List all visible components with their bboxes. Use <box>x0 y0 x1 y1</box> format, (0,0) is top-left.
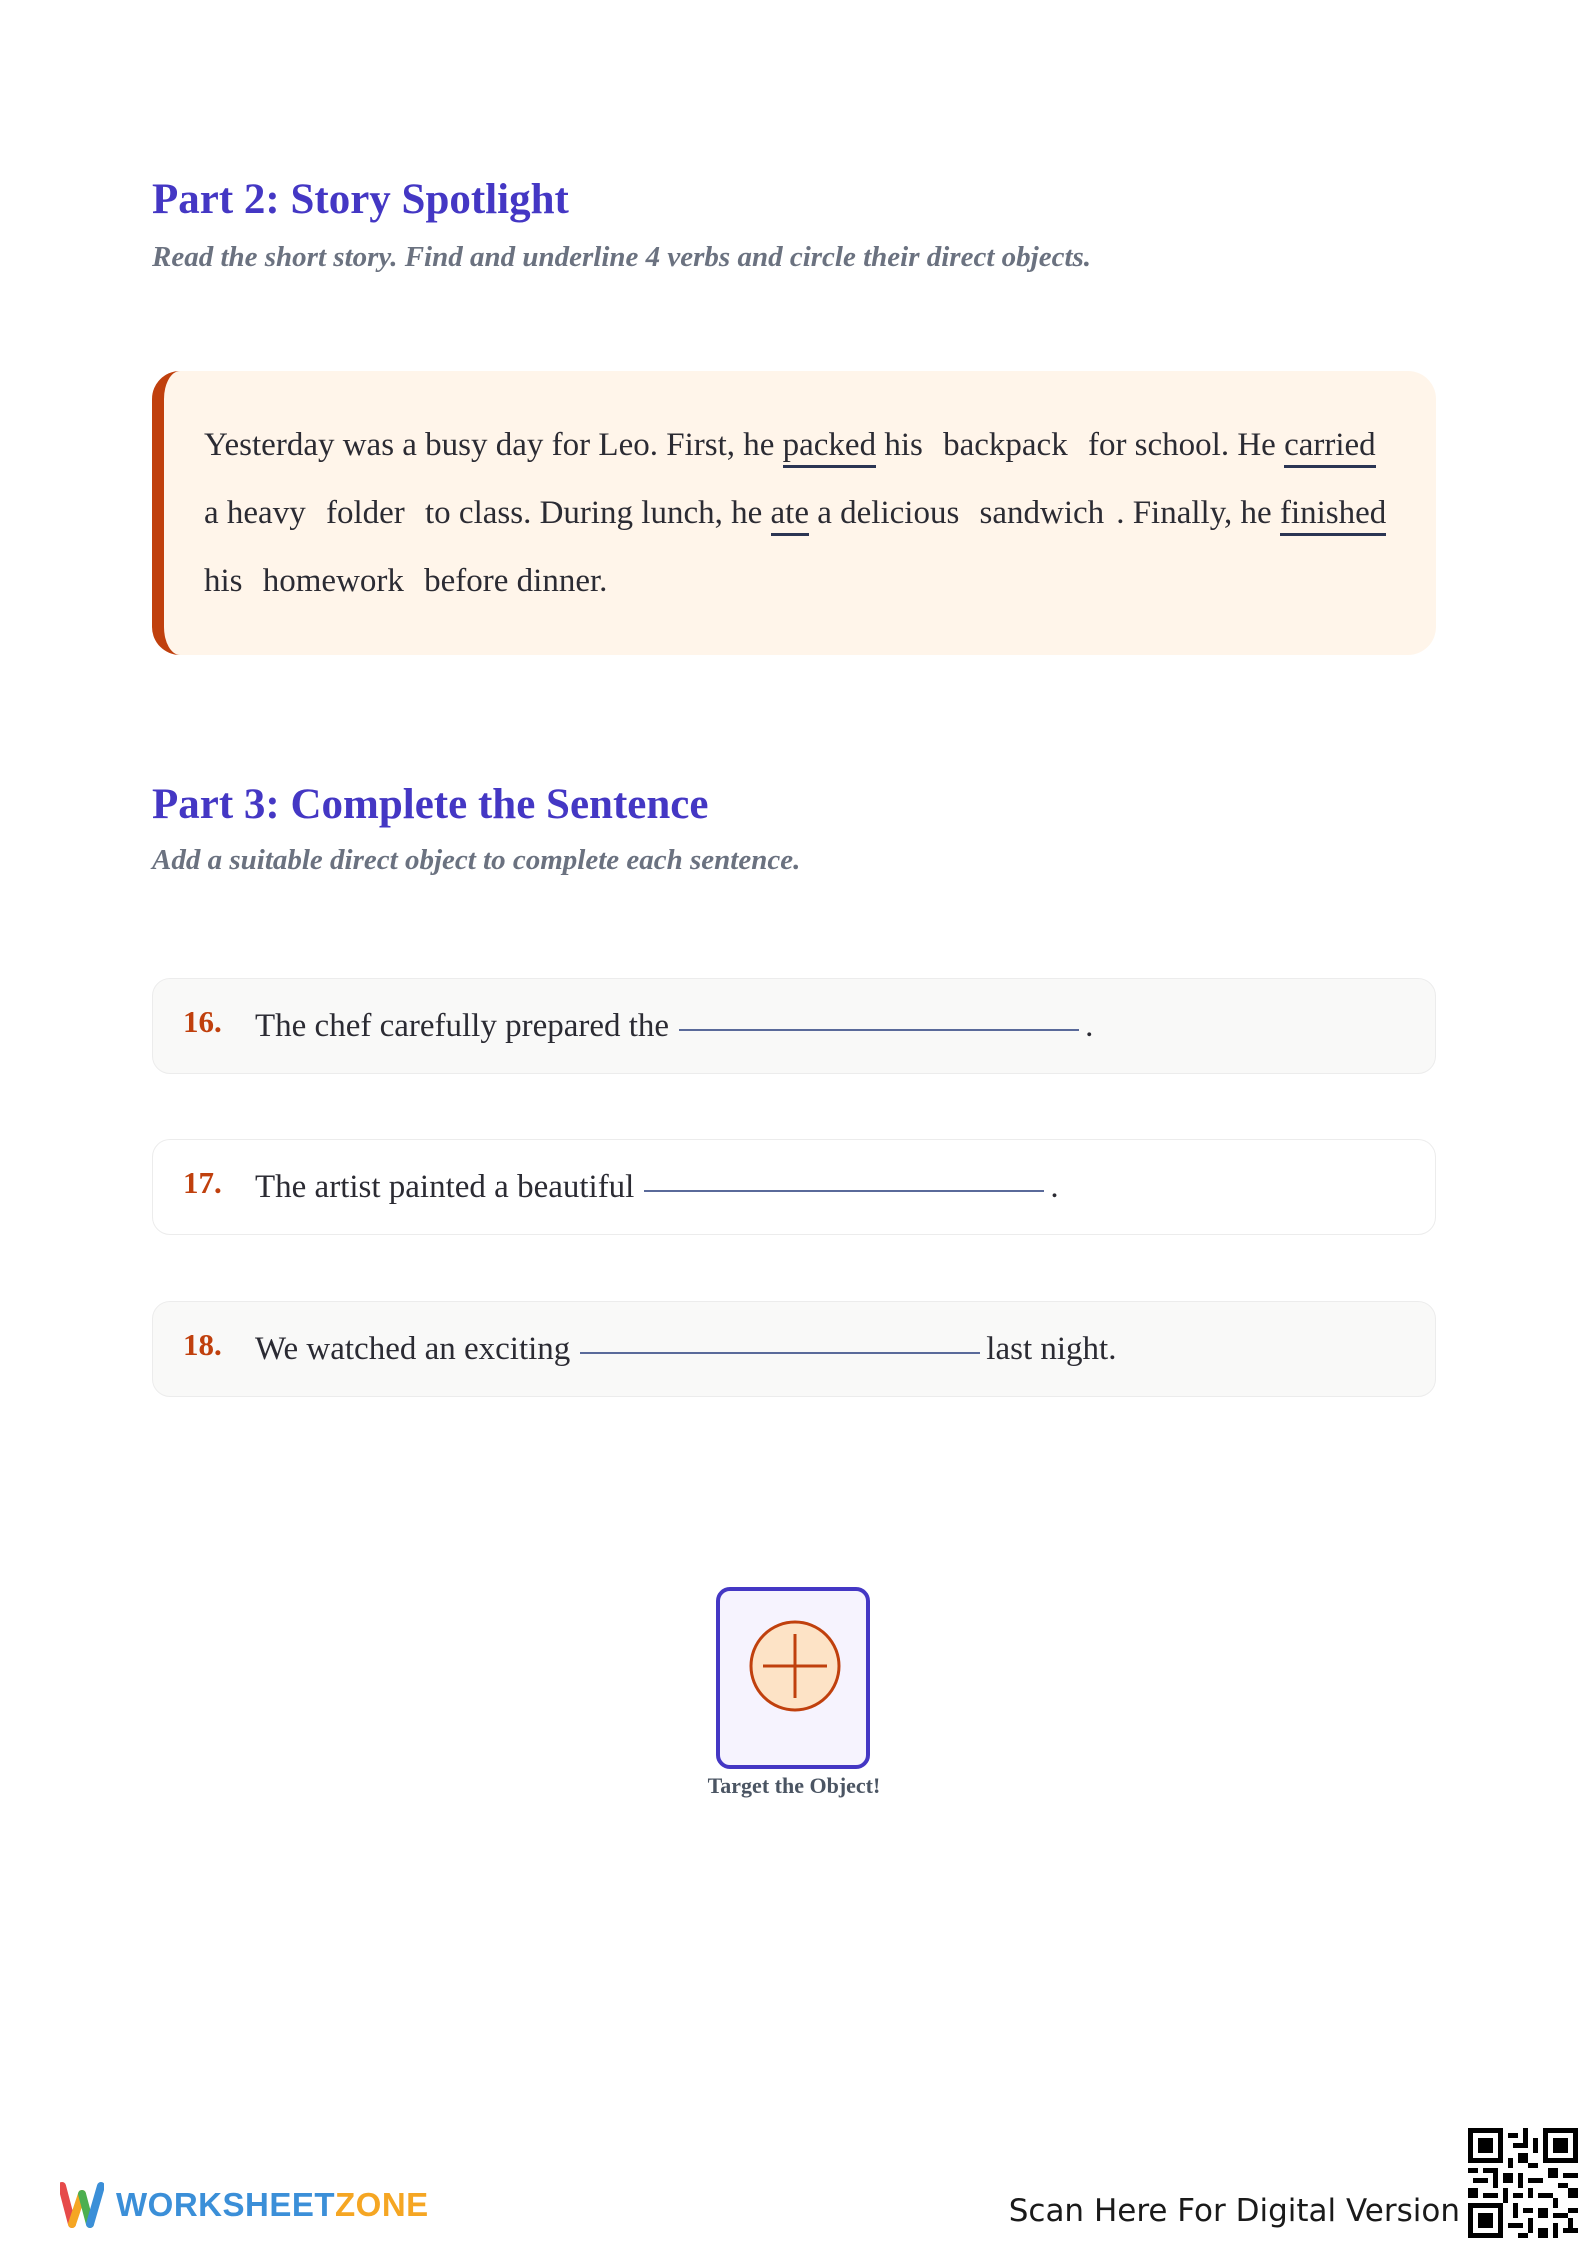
question-row-17 <box>152 1139 1436 1235</box>
part2-title: Part 2: Story Spotlight <box>152 176 569 223</box>
story-segment: his <box>876 427 932 463</box>
story-segment: a delicious <box>809 495 968 531</box>
sentence-after: . <box>1085 1007 1094 1044</box>
question-text <box>255 1008 1093 1045</box>
sentence-after: last night. <box>986 1330 1117 1367</box>
answer-blank[interactable] <box>644 1190 1044 1192</box>
qr-code-icon[interactable] <box>1468 2128 1578 2238</box>
story-segment: Yesterday was a busy day for Leo. First, he <box>204 427 783 463</box>
verb-underlined: packed <box>783 427 876 468</box>
brand-part1: WORKSHEET <box>116 2186 335 2223</box>
story-segment: to class. During lunch, he <box>416 495 771 531</box>
question-row-18 <box>152 1301 1436 1397</box>
question-text <box>255 1331 1116 1368</box>
question-number: 17. <box>183 1165 222 1200</box>
footer-logo <box>60 2180 429 2230</box>
question-number: 18. <box>183 1327 222 1362</box>
direct-object: sandwich <box>979 495 1105 531</box>
answer-blank[interactable] <box>580 1352 980 1354</box>
sentence-before: The chef carefully prepared the <box>255 1007 670 1044</box>
story-segment: for school. He <box>1079 427 1285 463</box>
story-segment: a heavy <box>204 495 314 531</box>
direct-object: backpack <box>943 427 1068 463</box>
brand-part2: ZONE <box>335 2186 429 2223</box>
target-label: Target the Object! <box>707 1773 881 1798</box>
scan-text: Scan Here For Digital Version <box>1008 2193 1460 2229</box>
part2-instruction: Read the short story. Find and underline 4 verbs and circle their direct objects. <box>152 241 1092 273</box>
target-card <box>716 1587 870 1769</box>
direct-object: folder <box>325 495 405 531</box>
footer-brand <box>116 2186 429 2224</box>
verb-underlined: finished <box>1280 495 1386 536</box>
answer-blank[interactable] <box>679 1029 1079 1031</box>
part3-instruction: Add a suitable direct object to complete each sentence. <box>152 844 801 876</box>
verb-underlined: ate <box>771 495 809 536</box>
direct-object: homework <box>262 563 404 599</box>
question-row-16 <box>152 978 1436 1074</box>
story-segment: . Finally, he <box>1116 495 1280 531</box>
sentence-before: The artist painted a beautiful <box>255 1168 635 1205</box>
sentence-before: We watched an exciting <box>255 1330 571 1367</box>
verb-underlined: carried <box>1284 427 1376 468</box>
sentence-after: . <box>1050 1168 1059 1205</box>
story-text <box>204 411 1392 615</box>
question-text <box>255 1169 1059 1206</box>
crosshair-icon <box>748 1619 842 1713</box>
part3-title: Part 3: Complete the Sentence <box>152 781 709 828</box>
story-segment: before dinner. <box>415 563 608 599</box>
story-box <box>152 371 1436 655</box>
question-number: 16. <box>183 1004 222 1039</box>
worksheetzone-logo-icon <box>60 2180 104 2230</box>
story-segment: his <box>204 563 251 599</box>
